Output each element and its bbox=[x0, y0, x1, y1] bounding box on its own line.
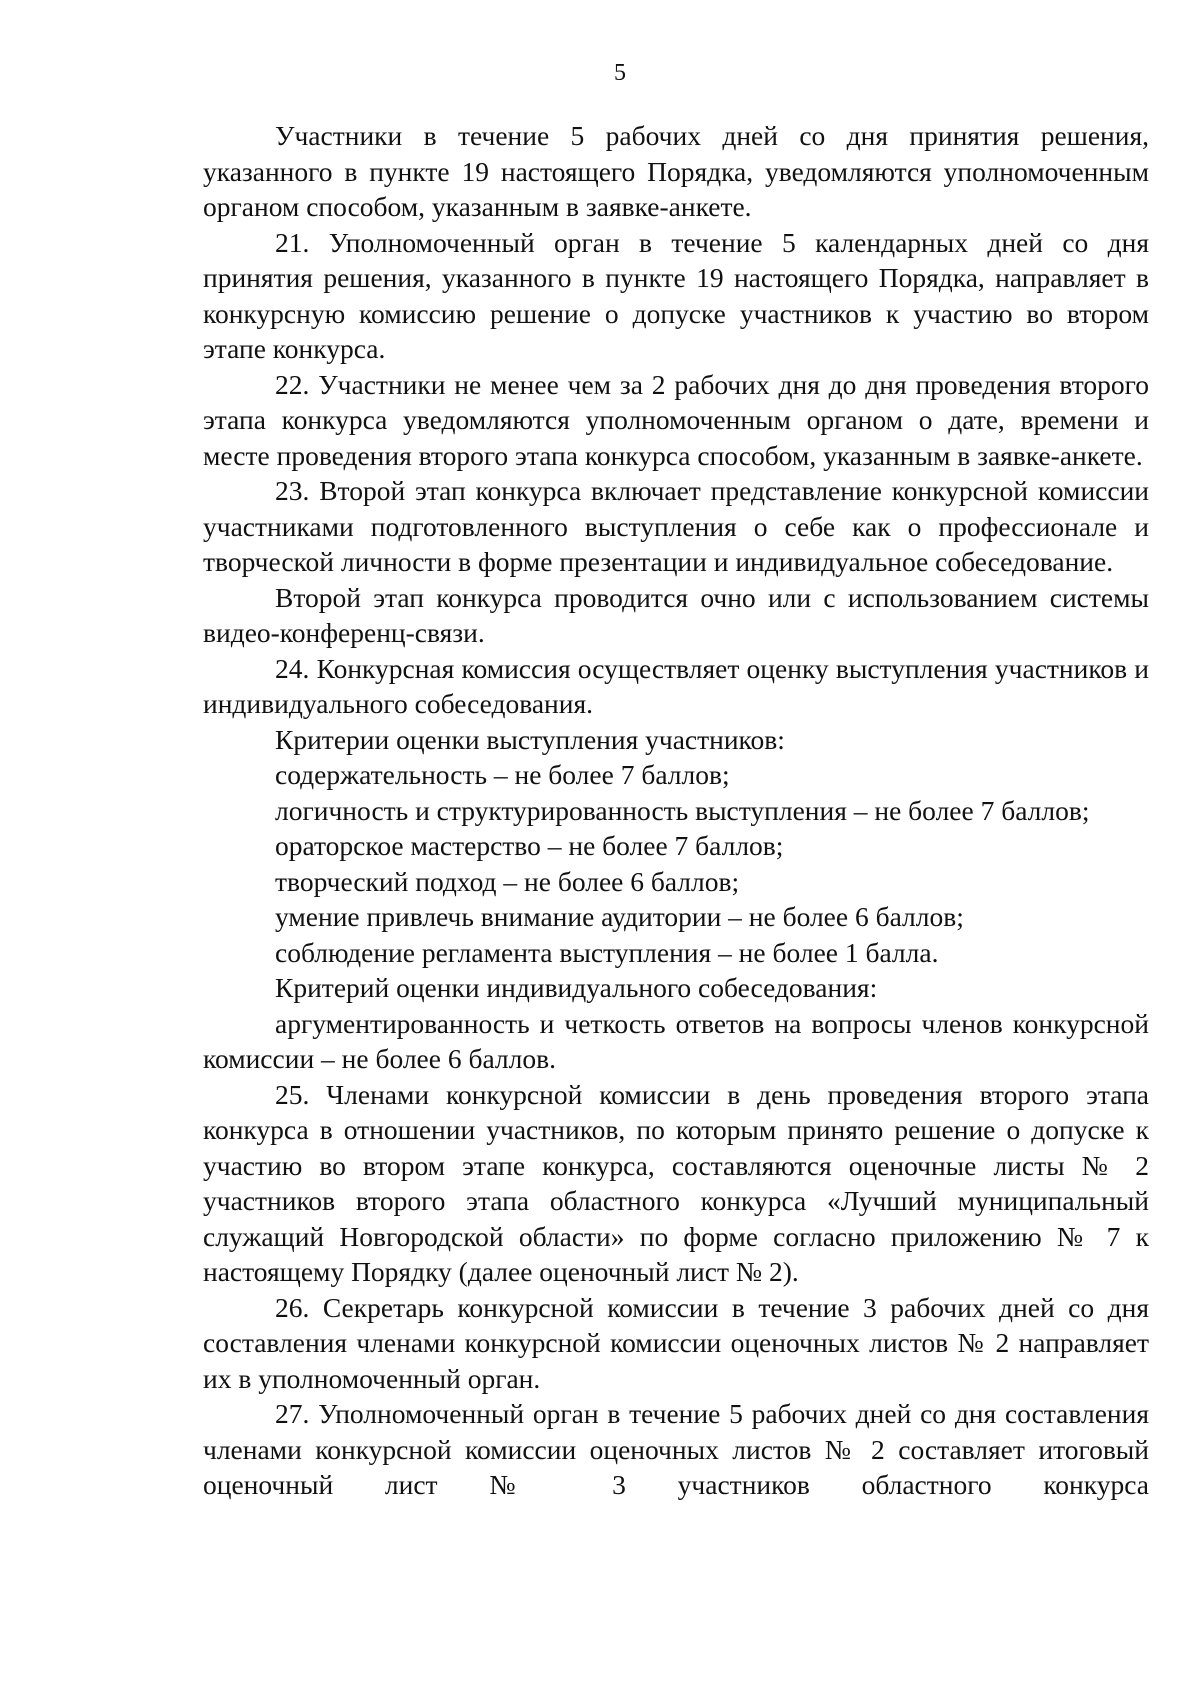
paragraph-21: 21. Уполномоченный орган в течение 5 календарных дней со дня принятия решения, указанного в пункте 19 настоящего Порядка, направляет в конкурсную комиссию решение о допуске участников к участию во втором этапе конкурса. bbox=[203, 226, 1149, 364]
paragraph-27: 27. Уполномоченный орган в течение 5 рабочих дней со дня составления членами конкурсной комиссии оценочных листов № 2 составляет итоговый оценочный лист № 3 участников областного конкурса bbox=[203, 1398, 1149, 1500]
criterion-oratory: ораторское мастерство – не более 7 баллов; bbox=[275, 830, 784, 861]
criterion-creativity: творческий подход – не более 6 баллов; bbox=[275, 865, 740, 897]
criterion-answers: аргументированность и четкость ответов на вопросы членов конкурсной комиссии – не более 6 баллов. bbox=[203, 1007, 1149, 1074]
paragraph-24: 24. Конкурсная комиссия осуществляет оценку выступления участников и индивидуального собеседования. bbox=[203, 652, 1149, 719]
paragraph-22: 22. Участники не менее чем за 2 рабочих дня до дня проведения второго этапа конкурса уведомляются уполномоченным органом о дате, времени и месте проведения второго этапа конкурса способом, указанным в заявке-анкете. bbox=[203, 368, 1149, 471]
criterion-attention: умение привлечь внимание аудитории – не более 6 баллов; bbox=[275, 901, 964, 932]
paragraph-participants-notification: Участники в течение 5 рабочих дней со дня принятия решения, указанного в пункте 19 настоящего Порядка, уведомляются уполномоченным органом способом, указанным в заявке-анкете. bbox=[203, 120, 1149, 222]
paragraph-second-stage-format: Второй этап конкурса проводится очно или с использованием системы видео-конференц-связи. bbox=[203, 581, 1149, 648]
paragraph-23: 23. Второй этап конкурса включает представление конкурсной комиссии участниками подготовленного выступления о себе как о профессионале и творческой личности в форме презентации и индивидуальное собеседование. bbox=[203, 475, 1149, 577]
page-number: 5 bbox=[614, 60, 626, 86]
document-body bbox=[203, 118, 1149, 1503]
paragraph-26: 26. Секретарь конкурсной комиссии в течение 3 рабочих дней со дня составления членами конкурсной комиссии оценочных листов № 2 направляет их в уполномоченный орган. bbox=[203, 1291, 1149, 1394]
paragraph-25: 25. Членами конкурсной комиссии в день проведения второго этапа конкурса в отношении участников, по которым принято решение о допуске к участию во втором этапе конкурса, составляются оценочные листы № 2 участников второго этапа областного конкурса «Лучший муниципальный служащий Новгородской области» по форме согласно приложению № 7 к настоящему Порядку (далее оценочный лист № 2). bbox=[203, 1078, 1149, 1287]
criterion-logic: логичность и структурированность выступления – не более 7 баллов; bbox=[275, 794, 1090, 826]
criterion-timing: соблюдение регламента выступления – не более 1 балла. bbox=[275, 936, 939, 968]
criterion-content: содержательность – не более 7 баллов; bbox=[275, 759, 730, 790]
criteria-heading-interview: Критерий оценки индивидуального собеседования: bbox=[275, 972, 878, 1003]
criteria-heading-speech: Критерии оценки выступления участников: bbox=[275, 723, 785, 755]
